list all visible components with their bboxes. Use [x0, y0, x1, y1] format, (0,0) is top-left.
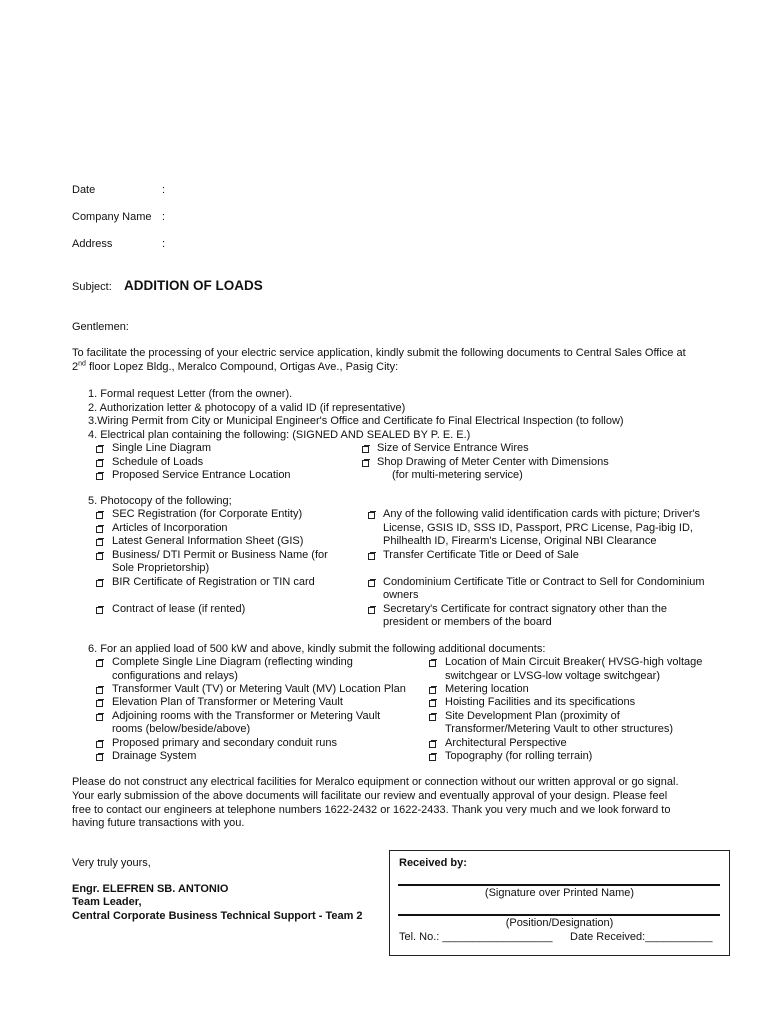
- checkbox-icon: [429, 714, 436, 721]
- list6-right-4-cont: Transformer/Metering Vault to other structures): [445, 723, 674, 735]
- checkbox-icon: [96, 754, 103, 761]
- list6-right-5: Architectural Perspective: [445, 737, 567, 749]
- list4-right-2: Shop Drawing of Meter Center with Dimensions: [377, 456, 609, 468]
- list5-left-4: Business/ DTI Permit or Business Name (for: [112, 549, 328, 561]
- list5-right-1: Any of the following valid identification cards with picture; Driver's: [383, 508, 700, 520]
- item-2: 2. Authorization letter & photocopy of a valid ID (if representative): [88, 402, 406, 414]
- checkbox-icon: [429, 660, 436, 667]
- closing-line-3: free to contact our engineers at telephone numbers 1622-2432 or 1622-2433. Thank you very much and we look forward to: [72, 804, 671, 816]
- company-name-colon: :: [162, 211, 166, 223]
- checkbox-icon: [96, 446, 103, 453]
- list6-right-4: Site Development Plan (proximity of: [445, 710, 620, 722]
- list6-right-6: Topography (for rolling terrain): [445, 750, 593, 762]
- list4-left-2: Schedule of Loads: [112, 456, 204, 468]
- list6-right-1: Location of Main Circuit Breaker( HVSG-high voltage: [445, 656, 703, 668]
- list4-left-1: Single Line Diagram: [112, 442, 212, 454]
- checkbox-icon: [96, 580, 103, 587]
- closing-line-4: having future transactions with you.: [72, 817, 245, 829]
- checkbox-icon: [96, 714, 103, 721]
- list6-left-5: Proposed primary and secondary conduit runs: [112, 737, 338, 749]
- checkbox-icon: [429, 687, 436, 694]
- ordinal-superscript: nd: [78, 360, 86, 368]
- closing-line-1: Please do not construct any electrical facilities for Meralco equipment or connection without our written approval or go signal.: [72, 776, 679, 788]
- item-4: 4. Electrical plan containing the following: (SIGNED AND SEALED BY P. E. E.): [88, 429, 471, 441]
- list5-right-1-cont: License, GSIS ID, SSS ID, Passport, PRC License, Pag-ibig ID,: [383, 522, 693, 534]
- list5-left-2: Articles of Incorporation: [112, 522, 228, 534]
- checkbox-icon: [429, 741, 436, 748]
- list6-left-4: Adjoining rooms with the Transformer or Metering Vault: [112, 710, 381, 722]
- checkbox-icon: [429, 754, 436, 761]
- subject-label: Subject:: [72, 281, 112, 293]
- list6-left-1: Complete Single Line Diagram (reflecting winding: [112, 656, 353, 668]
- list5-right-4: Secretary's Certificate for contract signatory other than the: [383, 603, 667, 615]
- signatory-title: Team Leader,: [72, 896, 142, 908]
- checkbox-icon: [96, 539, 103, 546]
- date-label: Date: [72, 184, 96, 196]
- list5-right-3: Condominium Certificate Title or Contract to Sell for Condominium: [383, 576, 705, 588]
- checkbox-icon: [362, 460, 369, 467]
- checkbox-icon: [96, 512, 103, 519]
- list6-right-3: Hoisting Facilities and its specifications: [445, 696, 636, 708]
- intro-line-2: 2nd floor Lopez Bldg., Meralco Compound, Ortigas Ave., Pasig City:: [72, 360, 399, 373]
- received-heading: Received by:: [399, 857, 467, 869]
- item-1: 1. Formal request Letter (from the owner).: [88, 388, 293, 400]
- intro-line-1: To facilitate the processing of your electric service application, kindly submit the following documents to Central Sales Office at: [72, 347, 686, 359]
- date-colon: :: [162, 184, 166, 196]
- list4-right-1: Size of Service Entrance Wires: [377, 442, 529, 454]
- checkbox-icon: [96, 460, 103, 467]
- checkbox-icon: [96, 526, 103, 533]
- valediction: Very truly yours,: [72, 857, 151, 869]
- item-5: 5. Photocopy of the following;: [88, 495, 232, 507]
- position-caption: (Position/Designation): [505, 917, 614, 929]
- list4-right-note: (for multi-metering service): [392, 469, 523, 481]
- list5-left-3: Latest General Information Sheet (GIS): [112, 535, 304, 547]
- checkbox-icon: [368, 607, 375, 614]
- checkbox-icon: [368, 580, 375, 587]
- list5-right-3-cont: owners: [383, 589, 419, 601]
- company-name-label: Company Name: [72, 211, 152, 223]
- tel-field: Tel. No.: __________________: [399, 931, 553, 943]
- list5-right-2: Transfer Certificate Title or Deed of Sale: [383, 549, 579, 561]
- list5-right-4-cont: president or members of the board: [383, 616, 552, 628]
- list6-right-2: Metering location: [445, 683, 529, 695]
- list6-left-6: Drainage System: [112, 750, 197, 762]
- checkbox-icon: [96, 473, 103, 480]
- checkbox-icon: [368, 553, 375, 560]
- date-received-field: Date Received:___________: [570, 931, 713, 943]
- checkbox-icon: [96, 553, 103, 560]
- closing-line-2: Your early submission of the above documents will facilitate our review and eventually approval of your design. Please feel: [72, 790, 668, 802]
- address-label: Address: [72, 238, 113, 250]
- signatory-name: Engr. ELEFREN SB. ANTONIO: [72, 883, 229, 895]
- list6-left-1-cont: configurations and relays): [112, 670, 238, 682]
- subject-title: ADDITION OF LOADS: [124, 278, 263, 293]
- checkbox-icon: [96, 700, 103, 707]
- checkbox-icon: [96, 607, 103, 614]
- checkbox-icon: [362, 446, 369, 453]
- checkbox-icon: [368, 512, 375, 519]
- checkbox-icon: [96, 660, 103, 667]
- signatory-department: Central Corporate Business Technical Support - Team 2: [72, 910, 363, 922]
- item-6: 6. For an applied load of 500 kW and above, kindly submit the following additional documents:: [88, 643, 546, 655]
- address-colon: :: [162, 238, 166, 250]
- checkbox-icon: [96, 741, 103, 748]
- signature-line: [398, 884, 720, 886]
- signature-caption: (Signature over Printed Name): [484, 887, 635, 899]
- list6-right-1-cont: switchgear or LVSG-low voltage switchgear): [445, 670, 660, 682]
- list5-left-4-cont: Sole Proprietorship): [112, 562, 210, 574]
- list5-left-1: SEC Registration (for Corporate Entity): [112, 508, 303, 520]
- list5-left-6: Contract of lease (if rented): [112, 603, 246, 615]
- list4-left-3: Proposed Service Entrance Location: [112, 469, 291, 481]
- list6-left-3: Elevation Plan of Transformer or Metering Vault: [112, 696, 343, 708]
- item-3: 3.Wiring Permit from City or Municipal Engineer's Office and Certificate fo Final Electrical Inspection (to follow): [88, 415, 624, 427]
- checkbox-icon: [429, 700, 436, 707]
- list6-left-4-cont: rooms (below/beside/above): [112, 723, 251, 735]
- position-line: [398, 914, 720, 916]
- received-box: [389, 850, 730, 956]
- greeting: Gentlemen:: [72, 321, 129, 333]
- list6-left-2: Transformer Vault (TV) or Metering Vault (MV) Location Plan: [112, 683, 406, 695]
- checkbox-icon: [96, 687, 103, 694]
- list5-right-1-cont2: Philhealth ID, Firearm's License, Original NBI Clearance: [383, 535, 657, 547]
- list5-left-5: BIR Certificate of Registration or TIN card: [112, 576, 315, 588]
